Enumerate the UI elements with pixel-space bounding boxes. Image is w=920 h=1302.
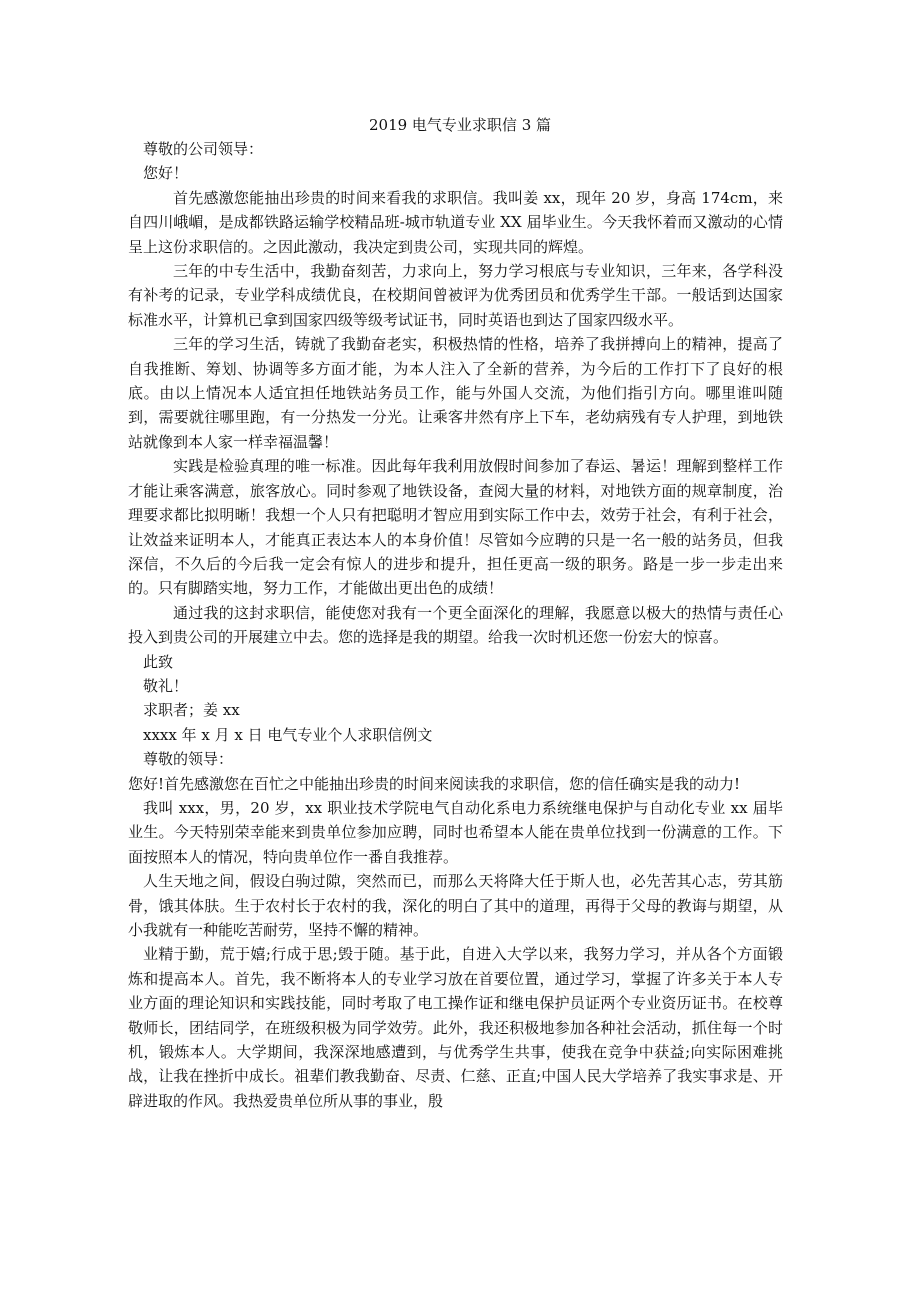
letter1-closing-2: 敬礼！ [143,676,189,695]
document-body [128,137,783,1113]
letter1-paragraph-3: 三年的学习生活，铸就了我勤奋老实，积极热情的性格，培养了我拼搏向上的精神，提高了自我推断、筹划、协调等多方面才能，为本人注入了全新的营养，为今后的工作打下了良好的根底。由以上情况本人适宜担任地铁站务员工作，能与外国人交流，为他们指引方向。哪里谁叫随到，需要就往哪里跑，有一分热发一分光。让乘客井然有序上下车，老幼病残有专人护理，到地铁站就像到本人家一样幸福温馨！ [128,335,783,451]
letter1-date-and-next-title: xxxx 年 x 月 x 日 电气专业个人求职信例文 [143,725,433,744]
letter1-signature: 求职者；姜 xx [143,701,240,720]
letter2-paragraph-2: 我叫 xxx，男，20 岁，xx 职业技术学院电气自动化系电力系统继电保护与自动化专业 xx 届毕业生。今天特别荣幸能来到贵单位参加应聘，同时也希望本人能在贵单位找到一份满意的工作。下面按照本人的情况，特向贵单位作一番自我推荐。 [128,798,783,866]
letter2-salutation: 尊敬的领导： [143,750,234,769]
letter2-paragraph-1: 您好!首先感激您在百忙之中能抽出珍贵的时间来阅读我的求职信，您的信任确实是我的动力! [128,774,741,793]
letter1-paragraph-1: 首先感激您能抽出珍贵的时间来看我的求职信。我叫姜 xx，现年 20 岁，身高 174cm，来自四川峨嵋，是成都铁路运输学校精品班-城市轨道专业 XX 届毕业生。今天我怀着而又激动的心情呈上这份求职信的。之因此激动，我决定到贵公司，实现共同的辉煌。 [128,188,783,256]
letter1-salutation: 尊敬的公司领导： [143,140,264,158]
letter2-paragraph-3: 人生天地之间，假设白驹过隙，突然而已，而那么天将降大任于斯人也，必先苦其心志，劳其筋骨，饿其体肤。生于农村长于农村的我，深化的明白了其中的道理，再得于父母的教诲与期望，从小我就有一种能吃苦耐劳，坚持不懈的精神。 [128,872,783,939]
letter2-paragraph-4: 业精于勤，荒于嬉;行成于思;毁于随。基于此，自进入大学以来，我努力学习，并从各个方面锻炼和提高本人。首先，我不断将本人的专业学习放在首要位置，通过学习，掌握了许多关于本人专业方面的理论知识和实践技能，同时考取了电工操作证和继电保护员证两个专业资历证书。在校尊敬师长，团结同学，在班级积极为同学效劳。此外，我还积极地参加各种社会活动，抓住每一个时机，锻炼本人。大学期间，我深深地感遭到，与优秀学生共事，使我在竞争中获益;向实际困难挑战，让我在挫折中成长。祖辈们教我勤奋、尽责、仁慈、正直;中国人民大学培养了我实事求是、开辟进取的作风。我热爱贵单位所从事的事业，殷 [128,945,783,1110]
letter1-greeting: 您好！ [143,164,189,183]
document-title: 2019 电气专业求职信 3 篇 [368,116,552,134]
letter1-closing-1: 此致 [143,652,174,671]
letter1-paragraph-4: 实践是检验真理的唯一标准。因此每年我利用放假时间参加了春运、暑运！理解到整样工作才能让乘客满意，旅客放心。同时参观了地铁设备，查阅大量的材料，对地铁方面的规章制度，治理要求都比拟明晰！我想一个人只有把聪明才智应用到实际工作中去，效劳于社会，有利于社会，让效益来证明本人，才能真正表达本人的本身价值！尽管如今应聘的只是一名一般的站务员，但我深信，不久后的今后我一定会有惊人的进步和提升，担任更高一级的职务。路是一步一步走出来的。只有脚踏实地，努力工作，才能做出更出色的成绩！ [128,457,783,598]
letter1-paragraph-2: 三年的中专生活中，我勤奋刻苦，力求向上，努力学习根底与专业知识，三年来，各学科没有补考的记录，专业学科成绩优良，在校期间曾被评为优秀团员和优秀学生干部。一般话到达国家标准水平，计算机已拿到国家四级等级考试证书，同时英语也到达了国家四级水平。 [128,262,783,329]
letter1-paragraph-5: 通过我的这封求职信，能使您对我有一个更全面深化的理解，我愿意以极大的热情与责任心投入到贵公司的开展建立中去。您的选择是我的期望。给我一次时机还您一份宏大的惊喜。 [128,603,783,647]
